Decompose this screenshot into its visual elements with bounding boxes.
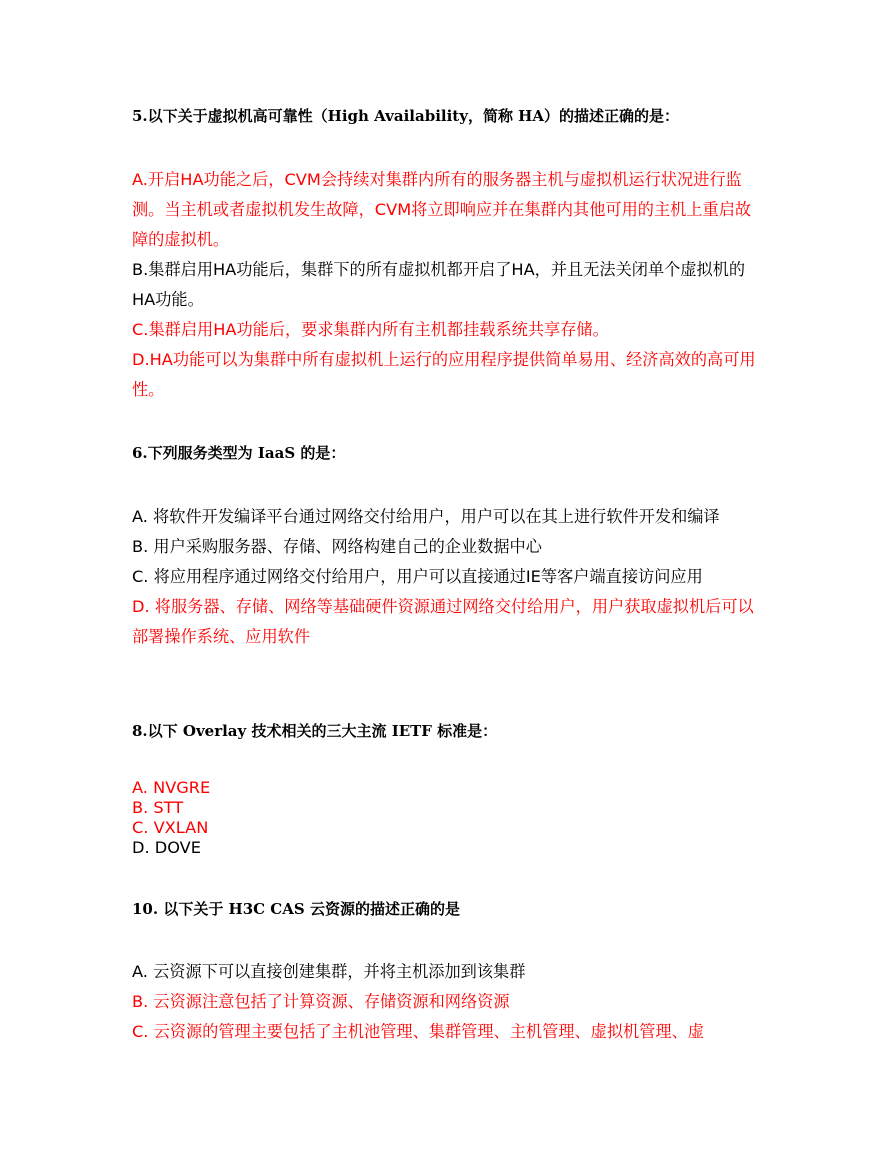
option-b: B. 云资源注意包括了计算资源、存储资源和网络资源 (132, 992, 510, 1011)
question-10-title (132, 899, 772, 919)
option-a: A. 将软件开发编译平台通过网络交付给用户，用户可以在其上进行软件开发和编译 (132, 507, 720, 526)
option-c: C. VXLAN (132, 818, 209, 837)
question-title: 6.下列服务类型为 IaaS 的是： (132, 444, 346, 462)
option-a: A.开启HA功能之后，CVM会持续对集群内所有的服务器主机与虚拟机运行状况进行监测。当主机或者虚拟机发生故障，CVM将立即响应并在集群内其他可用的主机上重启故障的虚拟机。 (132, 170, 752, 249)
question-5-options (132, 165, 760, 405)
option-b: B. 用户采购服务器、存储、网络构建自己的企业数据中心 (132, 537, 542, 556)
question-5-title (132, 106, 772, 126)
question-title: 5.以下关于虚拟机高可靠性（High Availability，简称 HA）的描述正确的是： (132, 107, 679, 125)
question-6-title (132, 443, 772, 463)
question-10-options (132, 957, 760, 1047)
question-6-options (132, 502, 760, 652)
option-c: C. 云资源的管理主要包括了主机池管理、集群管理、主机管理、虚拟机管理、虚 (132, 1022, 704, 1041)
option-d: D.HA功能可以为集群中所有虚拟机上运行的应用程序提供简单易用、经济高效的高可用性。 (132, 350, 756, 399)
option-b: B. STT (132, 798, 184, 817)
option-d: D. 将服务器、存储、网络等基础硬件资源通过网络交付给用户，用户获取虚拟机后可以部署操作系统、应用软件 (132, 597, 754, 646)
question-8-title (132, 721, 772, 741)
question-8-options (132, 778, 760, 858)
option-b: B.集群启用HA功能后，集群下的所有虚拟机都开启了HA，并且无法关闭单个虚拟机的HA功能。 (132, 260, 746, 309)
question-title: 8.以下 Overlay 技术相关的三大主流 IETF 标准是： (132, 722, 498, 740)
option-a: A. 云资源下可以直接创建集群，并将主机添加到该集群 (132, 962, 526, 981)
question-title: 10. 以下关于 H3C CAS 云资源的描述正确的是 (132, 900, 460, 918)
option-d: D. DOVE (132, 838, 201, 857)
option-c: C. 将应用程序通过网络交付给用户，用户可以直接通过IE等客户端直接访问应用 (132, 567, 703, 586)
option-c: C.集群启用HA功能后，要求集群内所有主机都挂载系统共享存储。 (132, 320, 609, 339)
option-a: A. NVGRE (132, 778, 211, 797)
